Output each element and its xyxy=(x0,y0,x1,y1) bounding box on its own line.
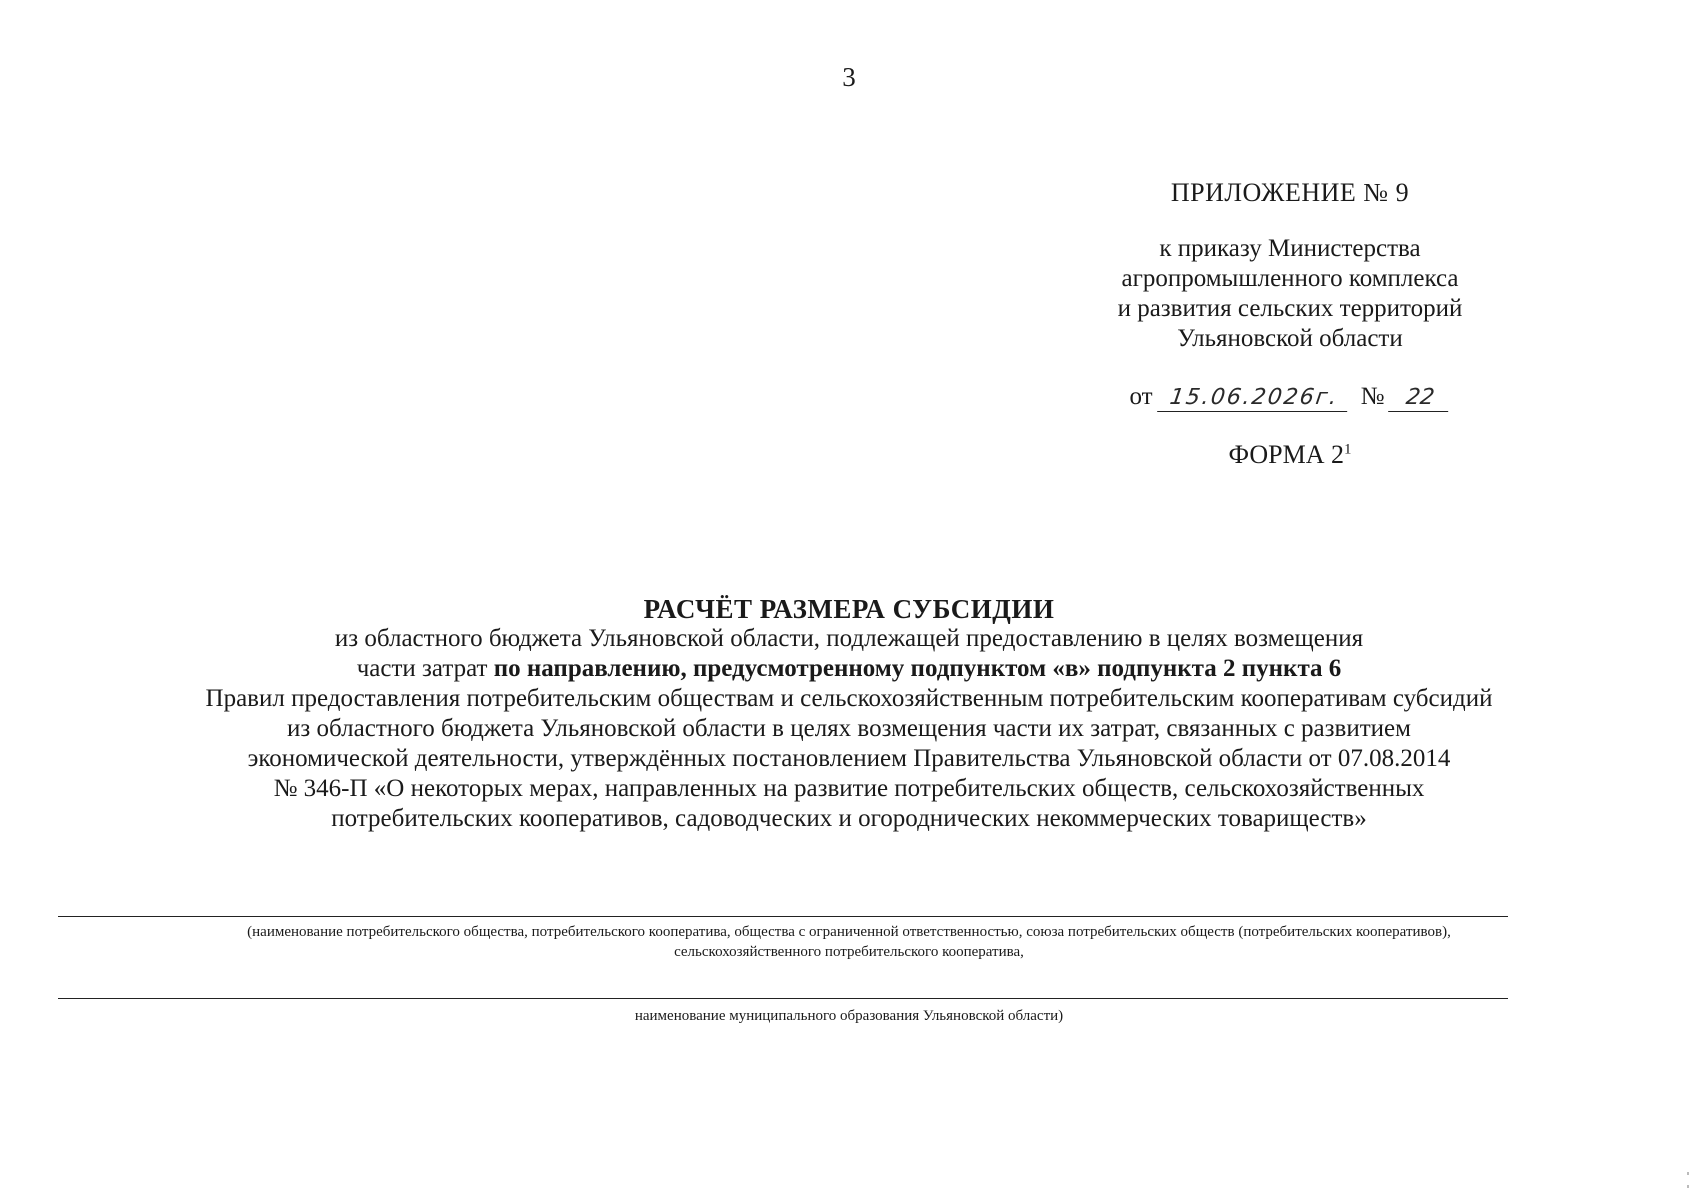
municipality-field-caption: наименование муниципального образования Ульяновской области) xyxy=(634,1008,1064,1024)
form-label xyxy=(1080,440,1500,470)
calculation-line: из областного бюджета Ульяновской области в целях возмещения части их затрат, связанных с развитием xyxy=(287,715,1411,742)
calculation-line: № 346-П «О некоторых мерах, направленных на развитие потребительских обществ, сельскохозяйственных xyxy=(273,775,1425,802)
caption-line: сельскохозяйственного потребительского кооператива, xyxy=(674,944,1024,960)
calculation-line: экономической деятельности, утверждённых постановлением Правительства Ульяновской области от 07.08.2014 xyxy=(247,745,1451,772)
calculation-line: из областного бюджета Ульяновской области, подлежащей предоставлению в целях возмещения xyxy=(334,625,1364,652)
order-line: к приказу Министерства xyxy=(1159,235,1421,262)
appendix-title: ПРИЛОЖЕНИЕ № 9 xyxy=(1170,178,1410,207)
order-reference xyxy=(1080,234,1500,354)
order-line: Ульяновской области xyxy=(1177,325,1403,352)
calculation-heading xyxy=(0,594,1698,834)
calculation-line: Правил предоставления потребительским обществам и сельскохозяйственным потребительским кооперативам субсидий xyxy=(205,685,1493,712)
organization-name-field[interactable] xyxy=(58,916,1508,917)
handwritten-order-number: 22 xyxy=(1389,385,1453,412)
number-sign: № xyxy=(1360,383,1385,410)
scan-speck xyxy=(1687,1172,1689,1175)
calculation-line: потребительских кооперативов, садоводческих и огороднических некоммерческих товариществ» xyxy=(331,805,1367,832)
organization-field-caption xyxy=(0,922,1698,962)
calculation-title: РАСЧЁТ РАЗМЕРА СУБСИДИИ xyxy=(643,594,1055,624)
page-number: 3 xyxy=(842,62,856,92)
scan-speck xyxy=(1687,1185,1689,1188)
order-line: агропромышленного комплекса xyxy=(1121,265,1459,292)
date-prefix: от xyxy=(1129,383,1153,410)
form-label-footnote: 1 xyxy=(1344,441,1352,458)
calculation-line-bold: по направлению, предусмотренному подпунктом «в» подпункта 2 пункта 6 xyxy=(493,655,1342,682)
calculation-line-regular: части затрат xyxy=(356,655,494,682)
caption-line: (наименование потребительского общества, потребительского кооператива, общества с ограниченной ответственностью, союза потребительских обществ (потребительских кооперативов), xyxy=(247,924,1451,940)
calculation-line xyxy=(0,654,1698,684)
order-line: и развития сельских территорий xyxy=(1117,295,1463,322)
appendix-header xyxy=(1080,178,1500,470)
order-date-line xyxy=(1080,382,1500,412)
handwritten-date: 15.06.2026г. xyxy=(1157,385,1351,412)
municipality-name-field[interactable] xyxy=(58,998,1508,999)
form-label-text: ФОРМА 2 xyxy=(1228,440,1344,469)
